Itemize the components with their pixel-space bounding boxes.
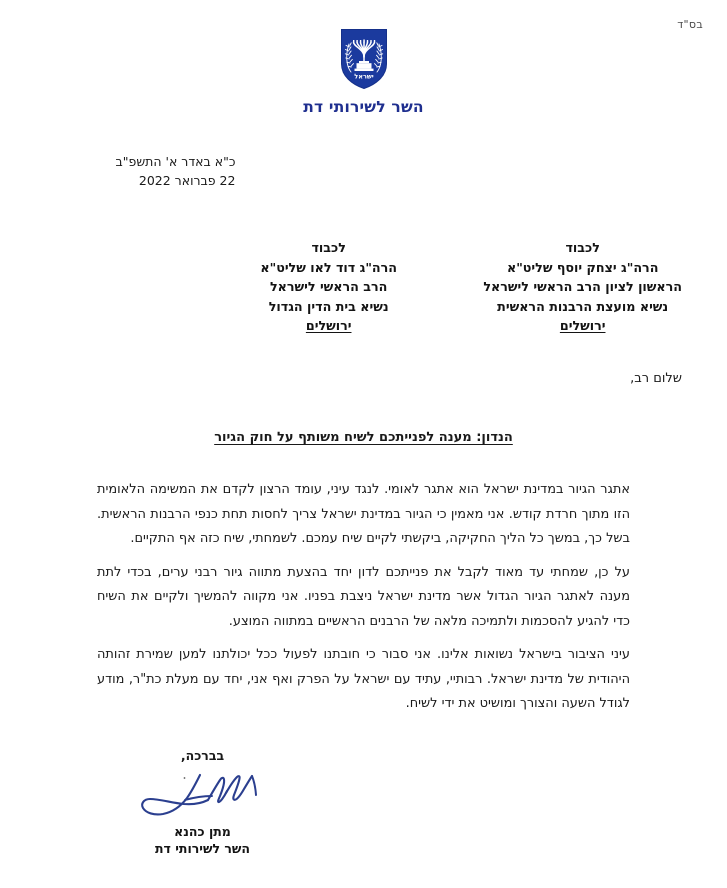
recipient-secondary (260, 238, 397, 336)
body-paragraph-3: עיני הציבור בישראל נשואות אלינו. אני סבור כי חובתנו לפעול ככל יכולתנו למען שמירת זהותה היהודית של מדינת ישראל. רבותיי, עתיד עם ישראל על הפרק ואף אני, יחד עם מעלת כת"ר, מודע לגודל השעה והצורך ומושיט את ידי לשיח. (97, 647, 630, 711)
recipient-honorific: לכבוד (311, 240, 346, 255)
letterhead (0, 28, 727, 116)
closing-regards: בברכה, (180, 748, 225, 763)
recipient-name: הרה"ג דוד לאו שליט"א (260, 259, 397, 275)
signer-name: מתן כהנא (174, 824, 231, 839)
recipient-title-line-2: נשיא בית הדין הגדול (268, 298, 389, 314)
closing-block (0, 748, 727, 857)
letter-body (97, 478, 630, 717)
recipient-title-line-1: הרב הראשי לישראל (269, 279, 388, 294)
recipient-city: ירושלים (559, 318, 606, 333)
ministry-title: השר לשירותי דת (303, 98, 424, 116)
subject-text: הנדון: מענה לפנייתכם לשיח משותף על חוק הגיור (214, 430, 513, 445)
signer-role: השר לשירותי דת (155, 841, 250, 856)
date-block (0, 152, 727, 190)
subject-line (0, 430, 727, 445)
body-paragraph-2: על כן, שמחתי עד מאוד לקבל את פנייתכם לדון יחד בהצעת מתווה גיור רבני ערים, בכדי לתת מענה לאתגר הגיור הגדול אשר מדינת ישראל ניצבת בפניו. אני מקווה להמשיך ולקיים את השיח כדי להגיע להסכמות ולתמיכה מלאה של הרבנים הראשיים במתווה המוצע. (97, 564, 630, 629)
handwritten-signature-icon (138, 769, 268, 821)
recipients-block (0, 238, 727, 334)
recipient-primary (483, 238, 682, 336)
israel-state-emblem-icon (340, 28, 388, 90)
recipient-name: הרה"ג יצחק יוסף שליט"א (506, 259, 659, 275)
recipient-honorific: לכבוד (565, 240, 600, 255)
emblem-inscription: ישראל (353, 72, 374, 81)
body-paragraph-1: אתגר הגיור במדינת ישראל הוא אתגר לאומי. לנגד עיני, עומד הרצון לקדם את המשימה הלאומית הזו מתוך חרדת קודש. אני מאמין כי הגיור במדינת ישראל צריך לחסות תחת כנפי הרבנות הראשית. בשל כך, במשך כל הליך החקיקה, ביקשתי לקיים שיח עמכם. לשמחתי, שיח כזה אף התקיים. (97, 482, 630, 546)
date-gregorian: 22 פברואר 2022 (138, 173, 236, 188)
recipient-title-line-2: נשיא מועצת הרבנות הראשית (497, 298, 669, 314)
date-hebrew: כ"א באדר א' התשפ"ב (115, 154, 236, 169)
bsd-marking: בס"ד (677, 18, 703, 31)
recipient-title-line-1: הראשון לציון הרב הראשי לישראל (483, 279, 682, 294)
recipient-city: ירושלים (305, 318, 352, 333)
salutation: שלום רב, (630, 371, 682, 386)
